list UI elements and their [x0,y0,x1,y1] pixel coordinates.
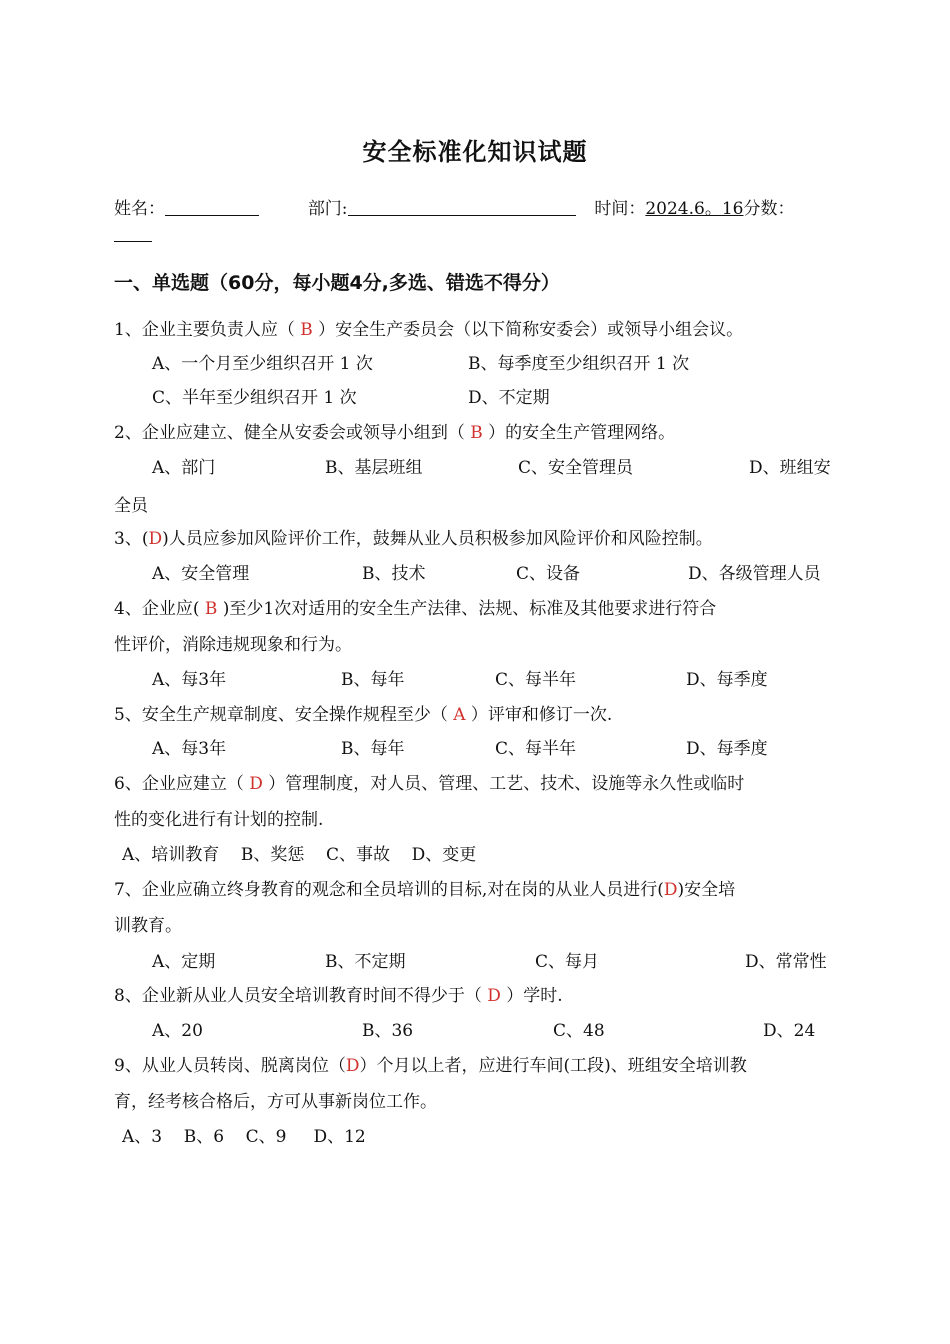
section-heading: 一、单选题（60分，每小题4分,多选、错选不得分） [114,272,560,294]
q6-options[interactable]: A、培训教育 B、奖惩 C、事故 D、变更 [122,845,477,865]
q5-text-end: ）评审和修订一次. [465,705,613,725]
q4-line2: 性评价，消除违规现象和行为。 [114,635,352,655]
score-blank[interactable] [114,241,152,242]
q8-text: 8、企业新从业人员安全培训教育时间不得少于（ [114,986,488,1006]
q8-text-end: ）学时. [500,986,563,1006]
q4-option-c[interactable]: C、每半年 [495,670,577,690]
page-title: 安全标准化知识试题 [362,138,588,166]
question-3 [114,527,713,551]
q3-option-a[interactable]: A、安全管理 [152,564,250,584]
q8-option-a[interactable]: A、20 [152,1021,203,1041]
header-line [114,197,794,221]
q7-option-c[interactable]: C、每月 [535,952,600,972]
q5-option-d[interactable]: D、每季度 [686,739,768,759]
q7-option-b[interactable]: B、不定期 [325,952,406,972]
q2-text: 2、企业应建立、健全从安委会或领导小组到（ [114,423,471,443]
question-6 [114,772,744,796]
time-value: 2024.6。16 [645,199,744,219]
q9-answer: D [345,1056,360,1076]
q4-answer: B [204,599,218,619]
q6-text: 6、企业应建立（ [114,774,250,794]
q1-option-b[interactable]: B、每季度至少组织召开 1 次 [468,354,690,374]
q2-option-a[interactable]: A、部门 [152,458,216,478]
q9-text-end: ）个月以上者，应进行车间(工段)、班组安全培训教 [359,1056,747,1076]
question-1 [114,318,743,342]
score-label: 分数： [743,199,795,219]
q4-option-a[interactable]: A、每3年 [152,670,227,690]
name-blank[interactable] [165,197,259,216]
q7-option-d[interactable]: D、常常性 [745,952,827,972]
q3-text: 3、( [114,529,149,549]
q8-option-b[interactable]: B、36 [362,1021,414,1041]
q2-answer: B [470,423,483,443]
q1-text-end: ）安全生产委员会（以下简称安委会）或领导小组会议。 [312,320,744,340]
q3-text-end: )人员应参加风险评价工作，鼓舞从业人员积极参加风险评价和风险控制。 [162,529,713,549]
q7-option-a[interactable]: A、定期 [152,952,216,972]
q1-option-a[interactable]: A、一个月至少组织召开 1 次 [152,354,373,374]
q2-option-c[interactable]: C、安全管理员 [518,458,634,478]
q4-option-d[interactable]: D、每季度 [686,670,768,690]
q3-option-c[interactable]: C、设备 [516,564,581,584]
q3-option-d[interactable]: D、各级管理人员 [688,564,821,584]
question-5 [114,703,612,727]
q4-text: 4、企业应( [114,599,205,619]
q7-line2: 训教育。 [114,916,182,936]
question-7 [114,878,735,902]
q7-text: 7、企业应确立终身教育的观念和全员培训的目标,对在岗的从业人员进行( [114,880,664,900]
q7-answer: D [663,880,678,900]
time-label: 时间： [594,199,646,219]
q3-option-b[interactable]: B、技术 [362,564,426,584]
question-9 [114,1054,747,1078]
q1-option-d[interactable]: D、不定期 [468,388,550,408]
q1-option-c[interactable]: C、半年至少组织召开 1 次 [152,388,357,408]
q4-text-end: )至少1次对适用的安全生产法律、法规、标准及其他要求进行符合 [217,599,717,619]
question-2 [114,421,675,445]
question-8 [114,984,563,1008]
q5-option-a[interactable]: A、每3年 [152,739,227,759]
q5-option-c[interactable]: C、每半年 [495,739,577,759]
q8-answer: D [487,986,501,1006]
q7-text-end: )安全培 [677,880,736,900]
q2-option-d[interactable]: D、班组安 [749,458,831,478]
q1-answer: B [300,320,313,340]
q9-options[interactable]: A、3 B、6 C、9 D、12 [122,1127,366,1147]
q4-option-b[interactable]: B、每年 [341,670,405,690]
dept-label: 部门: [307,199,348,219]
q6-answer: D [249,774,263,794]
q5-answer: A [453,705,466,725]
q6-line2: 性的变化进行有计划的控制. [114,810,324,830]
q2-text-end: ）的安全生产管理网络。 [482,423,676,443]
q5-text: 5、安全生产规章制度、安全操作规程至少（ [114,705,454,725]
q9-line2: 育，经考核合格后，方可从事新岗位工作。 [114,1092,437,1112]
question-4 [114,597,716,621]
q2-option-d-cont: 全员 [114,496,148,516]
name-label: 姓名： [114,199,165,219]
q8-option-d[interactable]: D、24 [763,1021,816,1041]
q1-text: 1、企业主要负责人应（ [114,320,301,340]
dept-blank[interactable] [348,197,576,216]
q2-option-b[interactable]: B、基层班组 [325,458,423,478]
q3-answer: D [148,529,163,549]
q8-option-c[interactable]: C、48 [553,1021,605,1041]
q5-option-b[interactable]: B、每年 [341,739,405,759]
q6-text-end: ）管理制度，对人员、管理、工艺、技术、设施等永久性或临时 [262,774,745,794]
q9-text: 9、从业人员转岗、脱离岗位（ [114,1056,346,1076]
